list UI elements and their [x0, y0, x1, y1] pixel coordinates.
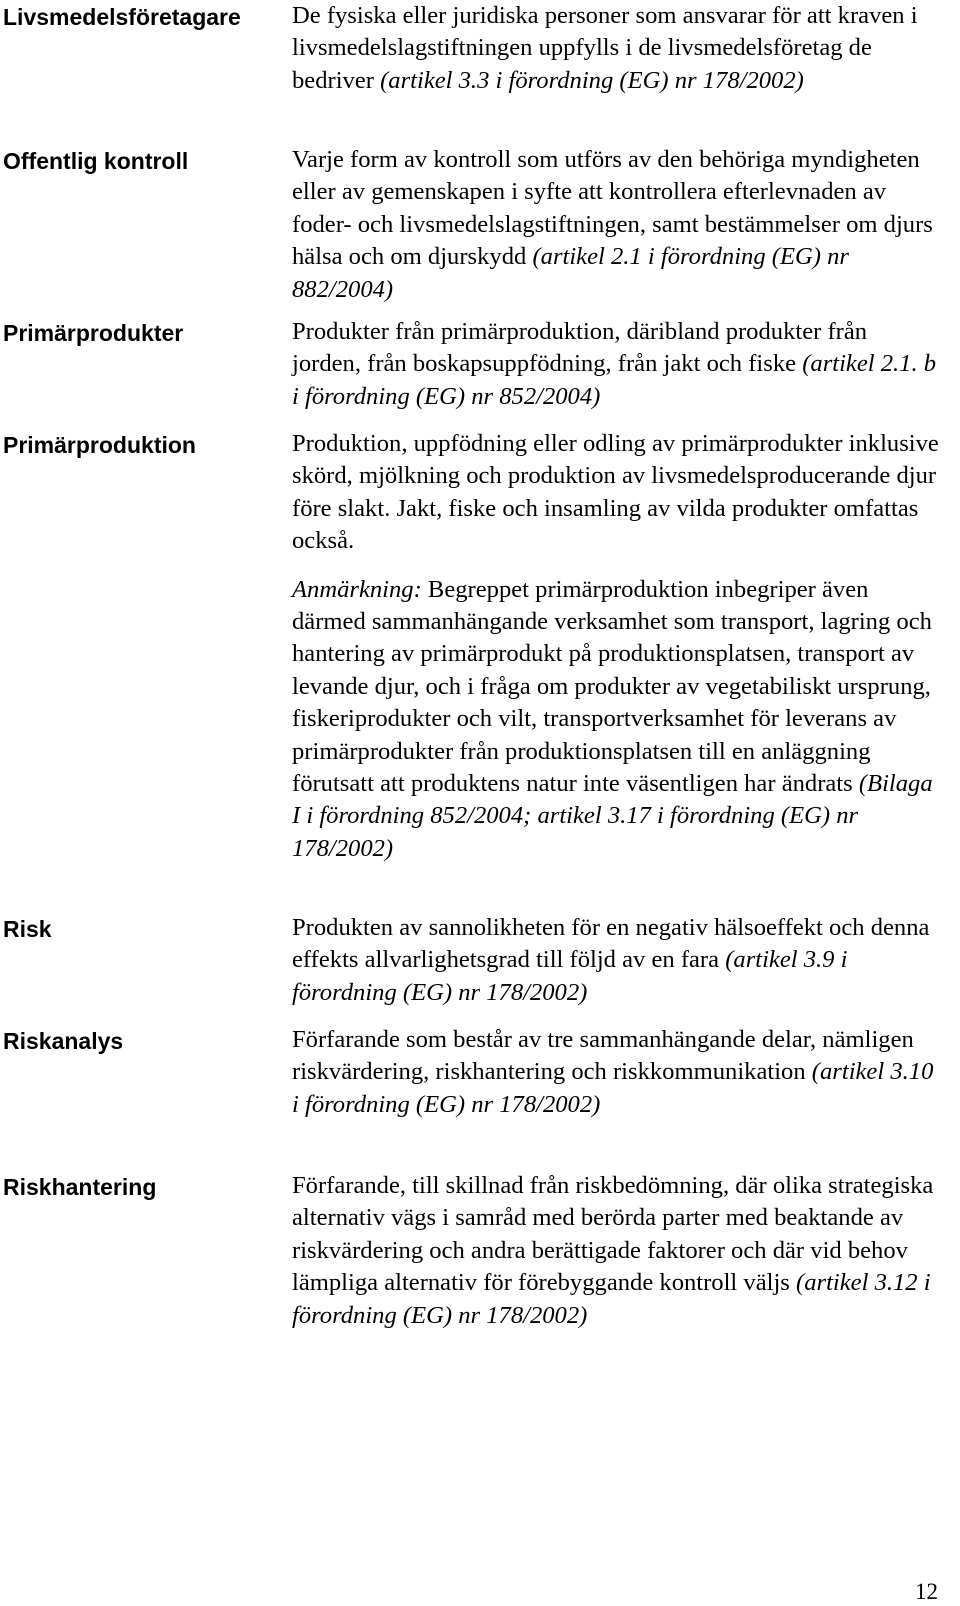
glossary-definition [292, 912, 942, 1009]
citation-text: Anmärkning: [292, 575, 422, 603]
glossary-definition [292, 1024, 942, 1121]
citation-text: (artikel 3.9 i förordning (EG) nr 178/2002) [292, 946, 848, 1006]
definition-paragraph [292, 144, 942, 306]
definition-text: Förfarande som består av tre sammanhängande delar, nämligen riskvärdering, riskhantering och riskkommunikation [292, 1026, 914, 1086]
definition-paragraph [292, 428, 942, 558]
glossary-term: Primärproduktion [3, 432, 196, 458]
definition-text: Produktion, uppfödning eller odling av primärprodukter inklusive skörd, mjölkning och produktion av livsmedelsproducerande djur före slakt. Jakt, fiske och insamling av vilda produkter omfattas också. [292, 430, 939, 555]
glossary-term: Riskhantering [3, 1174, 157, 1200]
glossary-term: Risk [3, 916, 52, 942]
citation-text: (artikel 3.3 i förordning (EG) nr 178/2002) [380, 66, 804, 94]
definition-text: De fysiska eller juridiska personer som ansvarar för att kraven i livsmedelslagstiftningen uppfylls i de livsmedelsföretag de bedriver [292, 2, 918, 94]
citation-text: (artikel 3.12 i förordning (EG) nr 178/2002) [292, 1269, 931, 1329]
citation-text: (artikel 2.1 i förordning (EG) nr 882/2004) [292, 243, 849, 303]
definition-text: Produkter från primärproduktion, däribland produkter från jorden, från boskapsuppfödning, från jakt och fiske [292, 318, 868, 378]
citation-text: (artikel 2.1. b i förordning (EG) nr 852/2004) [292, 350, 937, 410]
page-number: 12 [915, 1579, 938, 1604]
definition-paragraph [292, 1024, 942, 1121]
glossary-term: Offentlig kontroll [3, 148, 189, 174]
definition-paragraph [292, 0, 942, 97]
glossary-definition [292, 428, 942, 865]
glossary-definition [292, 316, 942, 413]
definition-paragraph [292, 1170, 942, 1332]
glossary-definition [292, 1170, 942, 1332]
definition-paragraph [292, 912, 942, 1009]
definition-text: Begreppet primärproduktion inbegriper även därmed sammanhängande verksamhet som transport, lagring och hantering av primärprodukt på produktionsplatsen, transport av levande djur, och i fråga om produkter av vegetabiliskt ursprung, fiskeriprodukter och vilt, transportverksamhet för leverans av primärprodukter från produktionsplatsen till en anläggning förutsatt att produktens natur inte väsentligen har ändrats [292, 575, 932, 798]
definition-paragraph [292, 574, 942, 866]
glossary-definition [292, 0, 942, 97]
citation-text: (artikel 3.10 i förordning (EG) nr 178/2002) [292, 1058, 934, 1118]
glossary-definition [292, 144, 942, 306]
glossary-term: Riskanalys [3, 1028, 124, 1054]
definition-text: Produkten av sannolikheten för en negativ hälsoeffekt och denna effekts allvarlighetsgrad till följd av en fara [292, 914, 930, 974]
definition-text: Förfarande, till skillnad från riskbedömning, där olika strategiska alternativ vägs i samråd med berörda parter med beaktande av riskvärdering och andra berättigade faktorer och där vid behov lämpliga alternativ för förebyggande kontroll väljs [292, 1172, 934, 1297]
glossary-term: Livsmedelsföretagare [3, 4, 241, 30]
definition-paragraph [292, 316, 942, 413]
citation-text: (Bilaga I i förordning 852/2004; artikel 3.17 i förordning (EG) nr 178/2002) [292, 770, 933, 862]
glossary-term: Primärprodukter [3, 320, 184, 346]
definition-text: Varje form av kontroll som utförs av den behöriga myndigheten eller av gemenskapen i syfte att kontrollera efterlevnaden av foder- och livsmedelslagstiftningen, samt bestämmelser om djurs hälsa och om djurskydd [292, 146, 933, 271]
